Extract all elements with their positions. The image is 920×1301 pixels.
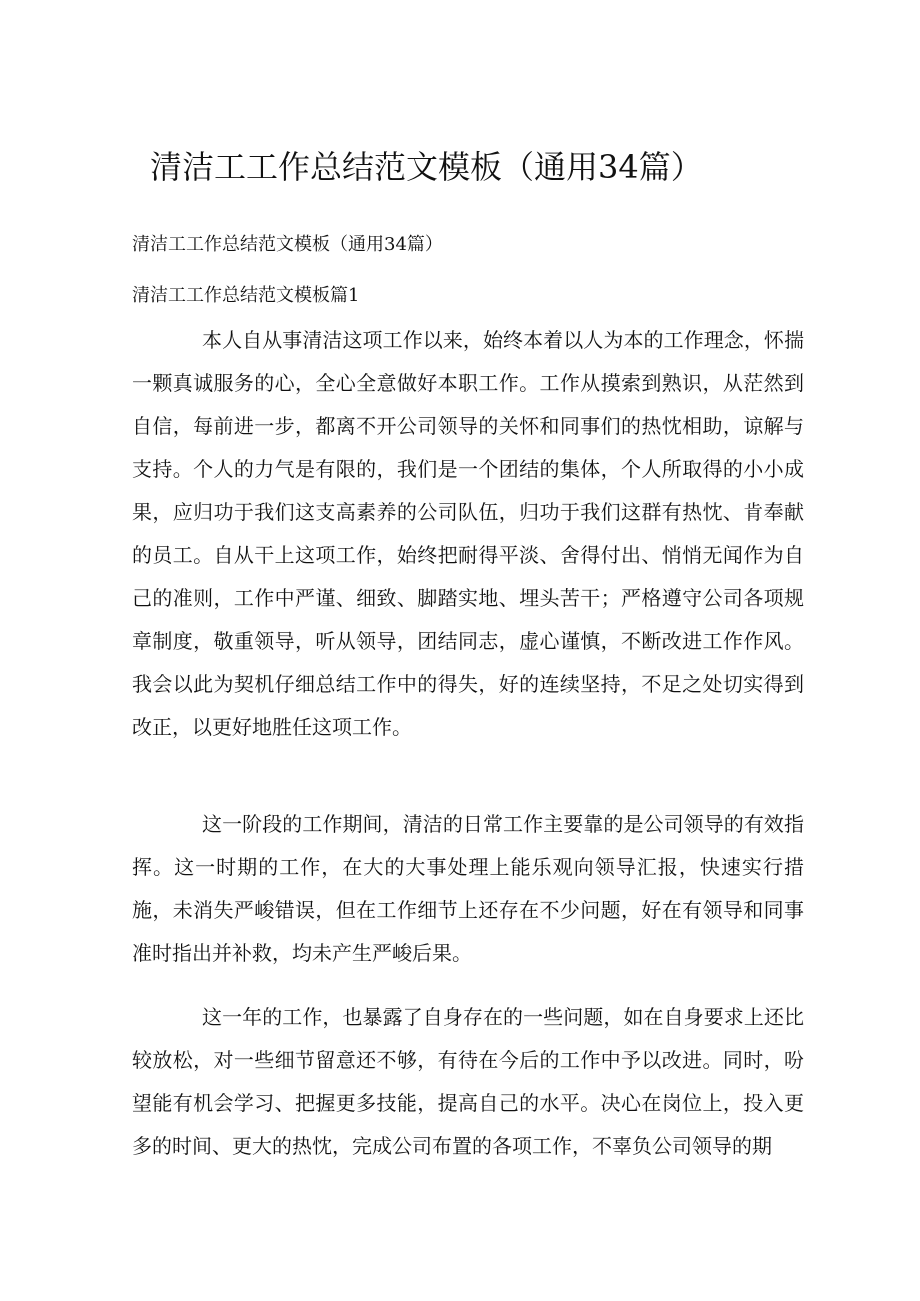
paragraph-2: 这一阶段的工作期间，清洁的日常工作主要靠的是公司领导的有效指挥。这一时期的工作，在大的大事处理上能乐观向领导汇报，快速实行措施，未消失严峻错误，但在工作细节上还存在不少问题，好在有领导和同事准时指出并补救，均未产生严峻后果。 [132,812,804,965]
section-heading: 清洁工工作总结范文模板篇1 [132,285,360,306]
paragraph-3: 这一年的工作，也暴露了自身存在的一些问题，如在自身要求上还比较放松，对一些细节留意还不够，有待在今后的工作中予以改进。同时，吩望能有机会学习、把握更多技能，提高自己的水平。决心在岗位上，投入更多的时间、更大的热忱，完成公司布置的各项工作，不辜负公司领导的期 [132,1005,804,1158]
document-title: 清洁工工作总结范文模板（通用34篇） [150,148,703,186]
document-subtitle: 清洁工工作总结范文模板（通用34篇） [132,234,443,255]
paragraph-1: 本人自从事清洁这项工作以来，始终本着以人为本的工作理念，怀揣一颗真诚服务的心，全心全意做好本职工作。工作从摸索到熟识，从茫然到自信，每前进一步，都离不开公司领导的关怀和同事们的热忱相助，谅解与支持。个人的力气是有限的，我们是一个团结的集体，个人所取得的小小成果，应归功于我们这支高素养的公司队伍，归功于我们这群有热忱、肯奉献的员工。自从干上这项工作，始终把耐得平淡、舍得付出、悄悄无闻作为自己的准则，工作中严谨、细致、脚踏实地、埋头苦干；严格遵守公司各项规章制度，敬重领导，听从领导，团结同志，虚心谨慎，不断改进工作作风。我会以此为契机仔细总结工作中的得失，好的连续坚持，不足之处切实得到改正，以更好地胜任这项工作。 [132,328,804,739]
